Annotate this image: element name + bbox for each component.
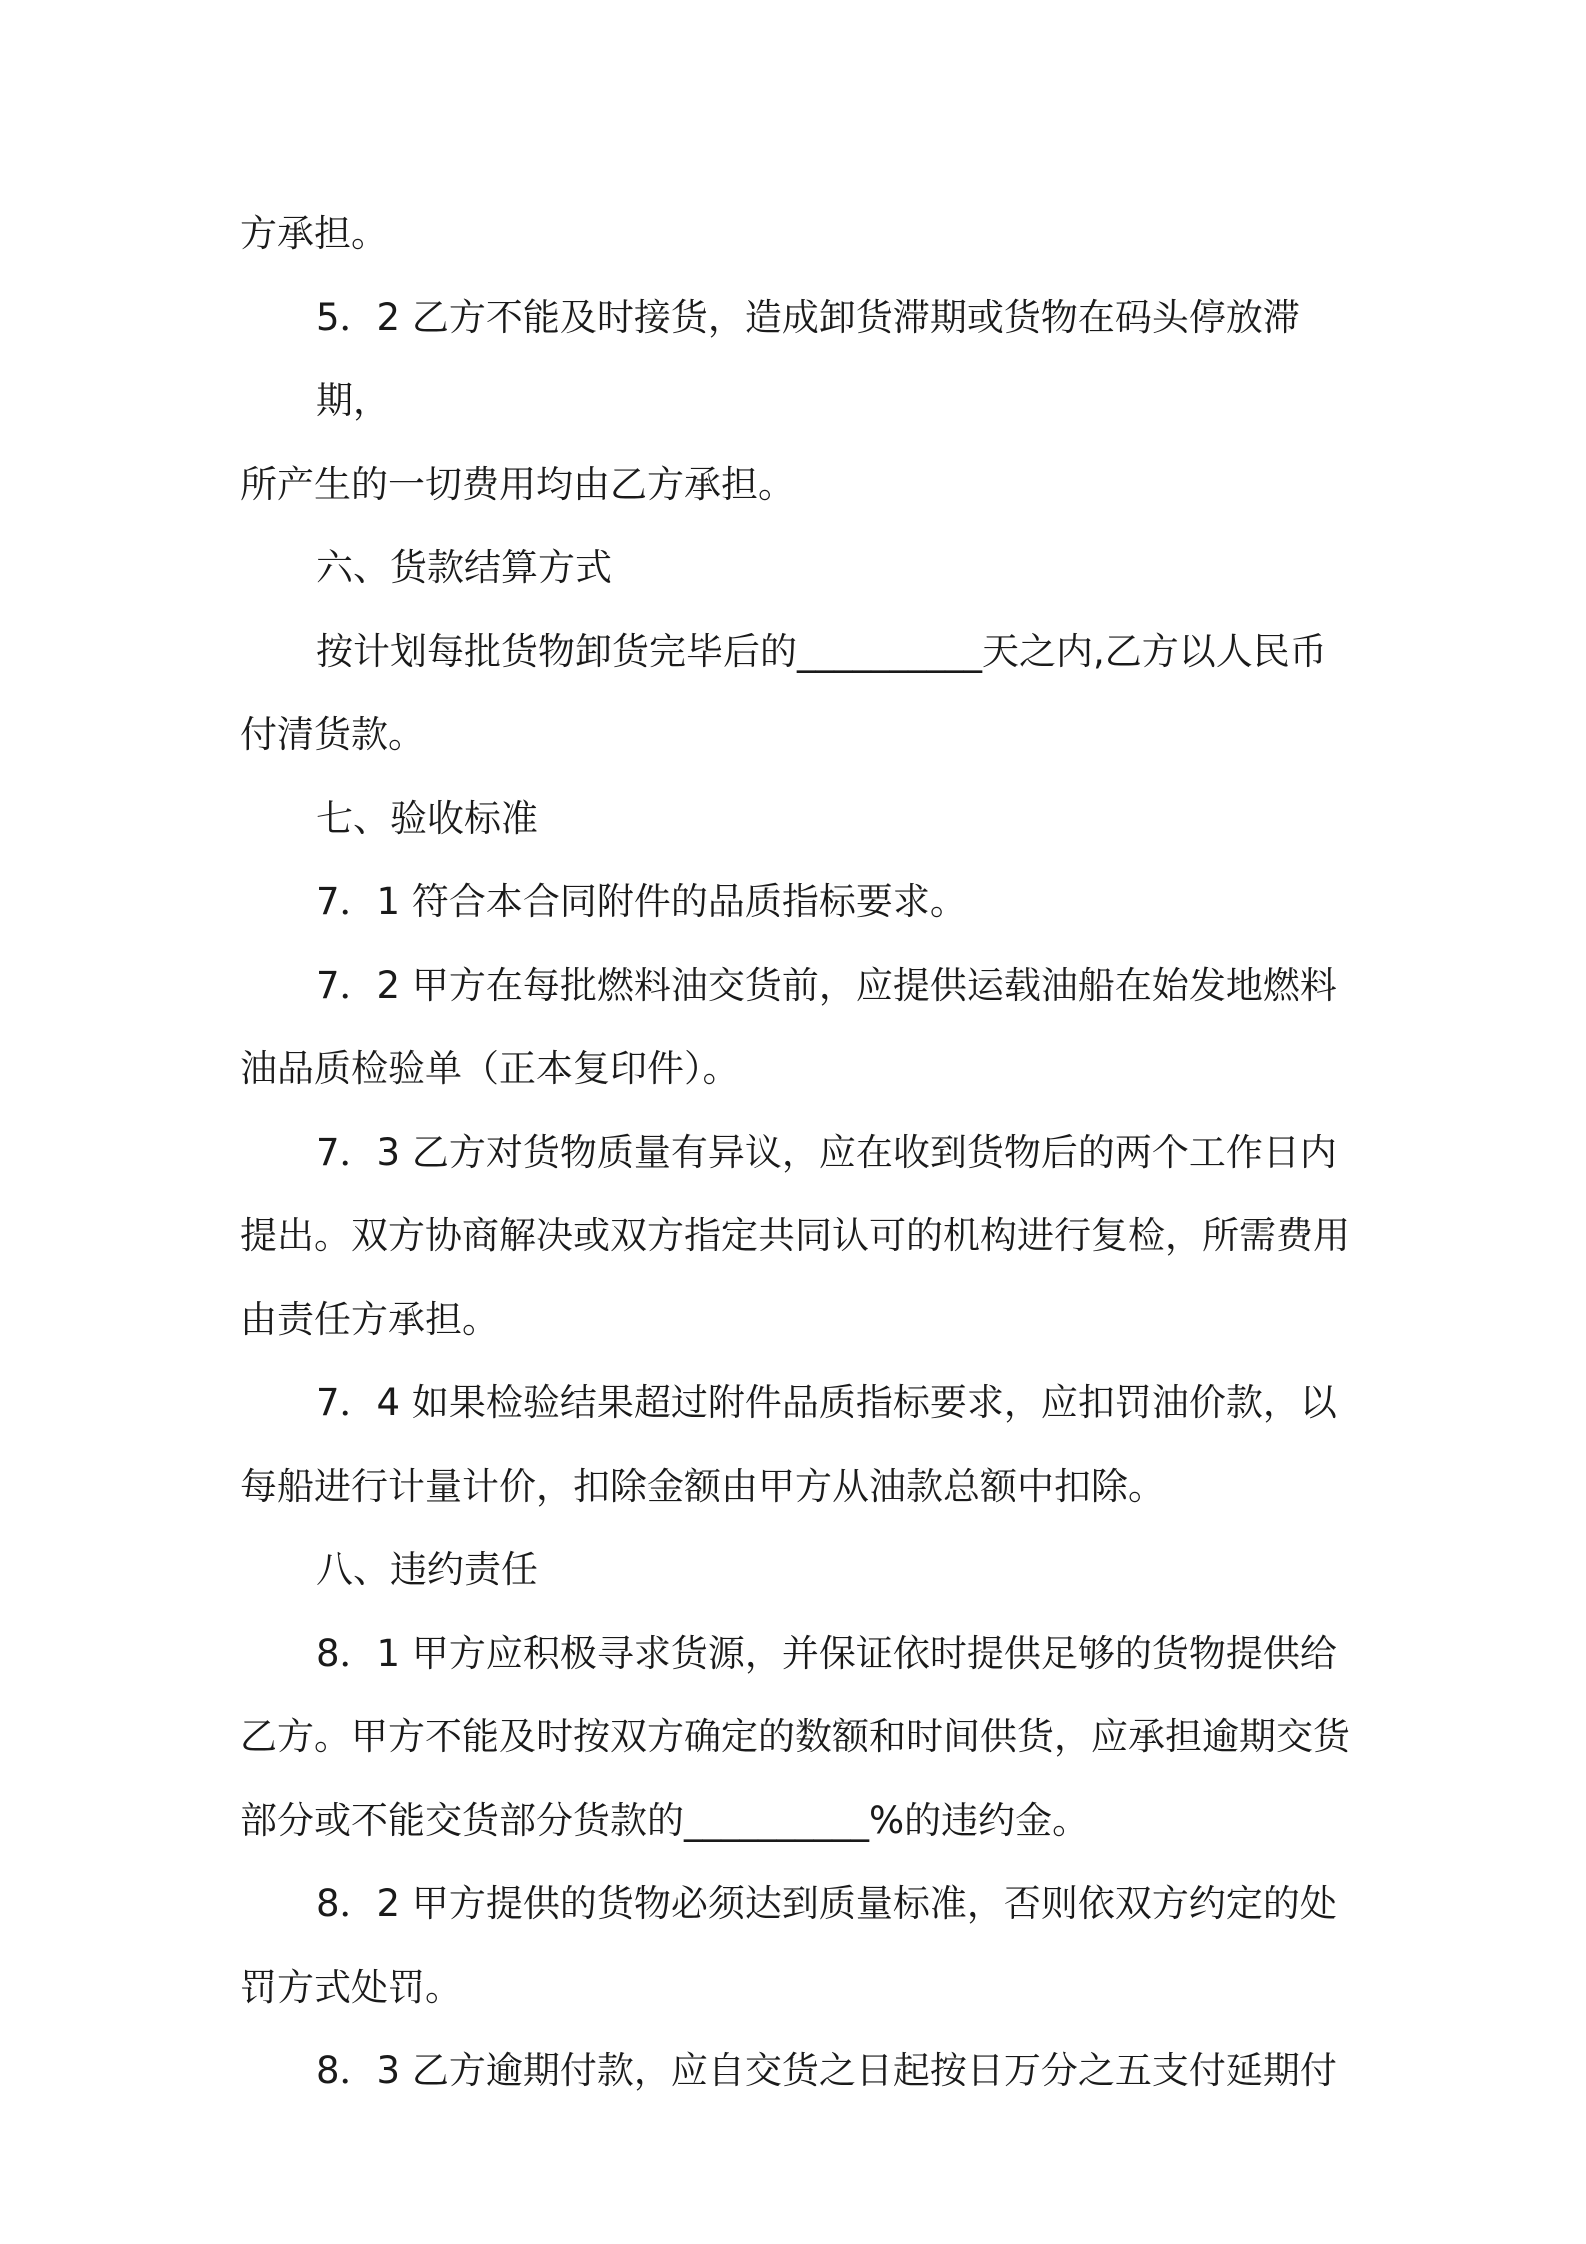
text-line: 8．2 甲方提供的货物必须达到质量标准，否则依双方约定的处: [316, 1882, 1337, 1925]
text-line: 8．1 甲方应积极寻求货源，并保证依时提供足够的货物提供给: [316, 1631, 1337, 1675]
text-line: 7．3 乙方对货物质量有异议，应在收到货物后的两个工作日内: [316, 1130, 1337, 1174]
text-line: 7．1 符合本合同附件的品质指标要求。: [316, 880, 967, 923]
paragraph-p8: [240, 1361, 1360, 1528]
text-line: 部分或不能交货部分货款的__________%的违约金。: [240, 1798, 1090, 1842]
paragraph-p3: [240, 610, 1360, 777]
text-line: 7．4 如果检验结果超过附件品质指标要求，应扣罚油价款，以: [316, 1381, 1337, 1424]
paragraph-p9: [240, 1528, 1360, 1612]
paragraph-p5: [240, 860, 1360, 944]
text-line: 7．2 甲方在每批燃料油交货前，应提供运载油船在始发地燃料: [316, 963, 1337, 1007]
paragraph-p6: [240, 944, 1360, 1111]
text-line: 由责任方承担。: [240, 1297, 499, 1341]
text-line: 每船进行计量计价，扣除金额由甲方从油款总额中扣除。: [240, 1464, 1165, 1508]
paragraph-p1: [240, 276, 1360, 527]
text-line: 提出。双方协商解决或双方指定共同认可的机构进行复检，所需费用: [240, 1214, 1350, 1257]
text-line: 六、货款结算方式: [316, 546, 612, 589]
paragraph-p0: [240, 192, 1360, 276]
text-line: 按计划每批货物卸货完毕后的__________天之内,乙方以人民币: [316, 629, 1327, 673]
text-line: 油品质检验单（正本复印件）。: [240, 1047, 740, 1090]
text-line: 付清货款。: [240, 713, 425, 756]
text-line: 七、验收标准: [316, 796, 538, 840]
text-line: 所产生的一切费用均由乙方承担。: [240, 462, 795, 506]
paragraph-p11: [240, 1862, 1360, 2029]
paragraph-p7: [240, 1111, 1360, 1362]
text-line: 罚方式处罚。: [240, 1965, 462, 2009]
paragraph-p4: [240, 777, 1360, 861]
paragraph-p12: [240, 2029, 1360, 2113]
text-line: 乙方。甲方不能及时按双方确定的数额和时间供货，应承担逾期交货: [240, 1715, 1350, 1758]
text-line: 方承担。: [240, 212, 388, 255]
document-body: [240, 192, 1360, 2113]
text-line: 5．2 乙方不能及时接货，造成卸货滞期或货物在码头停放滞期，: [316, 295, 1300, 422]
text-line: 八、违约责任: [316, 1548, 538, 1591]
paragraph-p2: [240, 526, 1360, 610]
paragraph-p10: [240, 1612, 1360, 1863]
text-line: 8．3 乙方逾期付款，应自交货之日起按日万分之五支付延期付: [316, 2049, 1337, 2092]
